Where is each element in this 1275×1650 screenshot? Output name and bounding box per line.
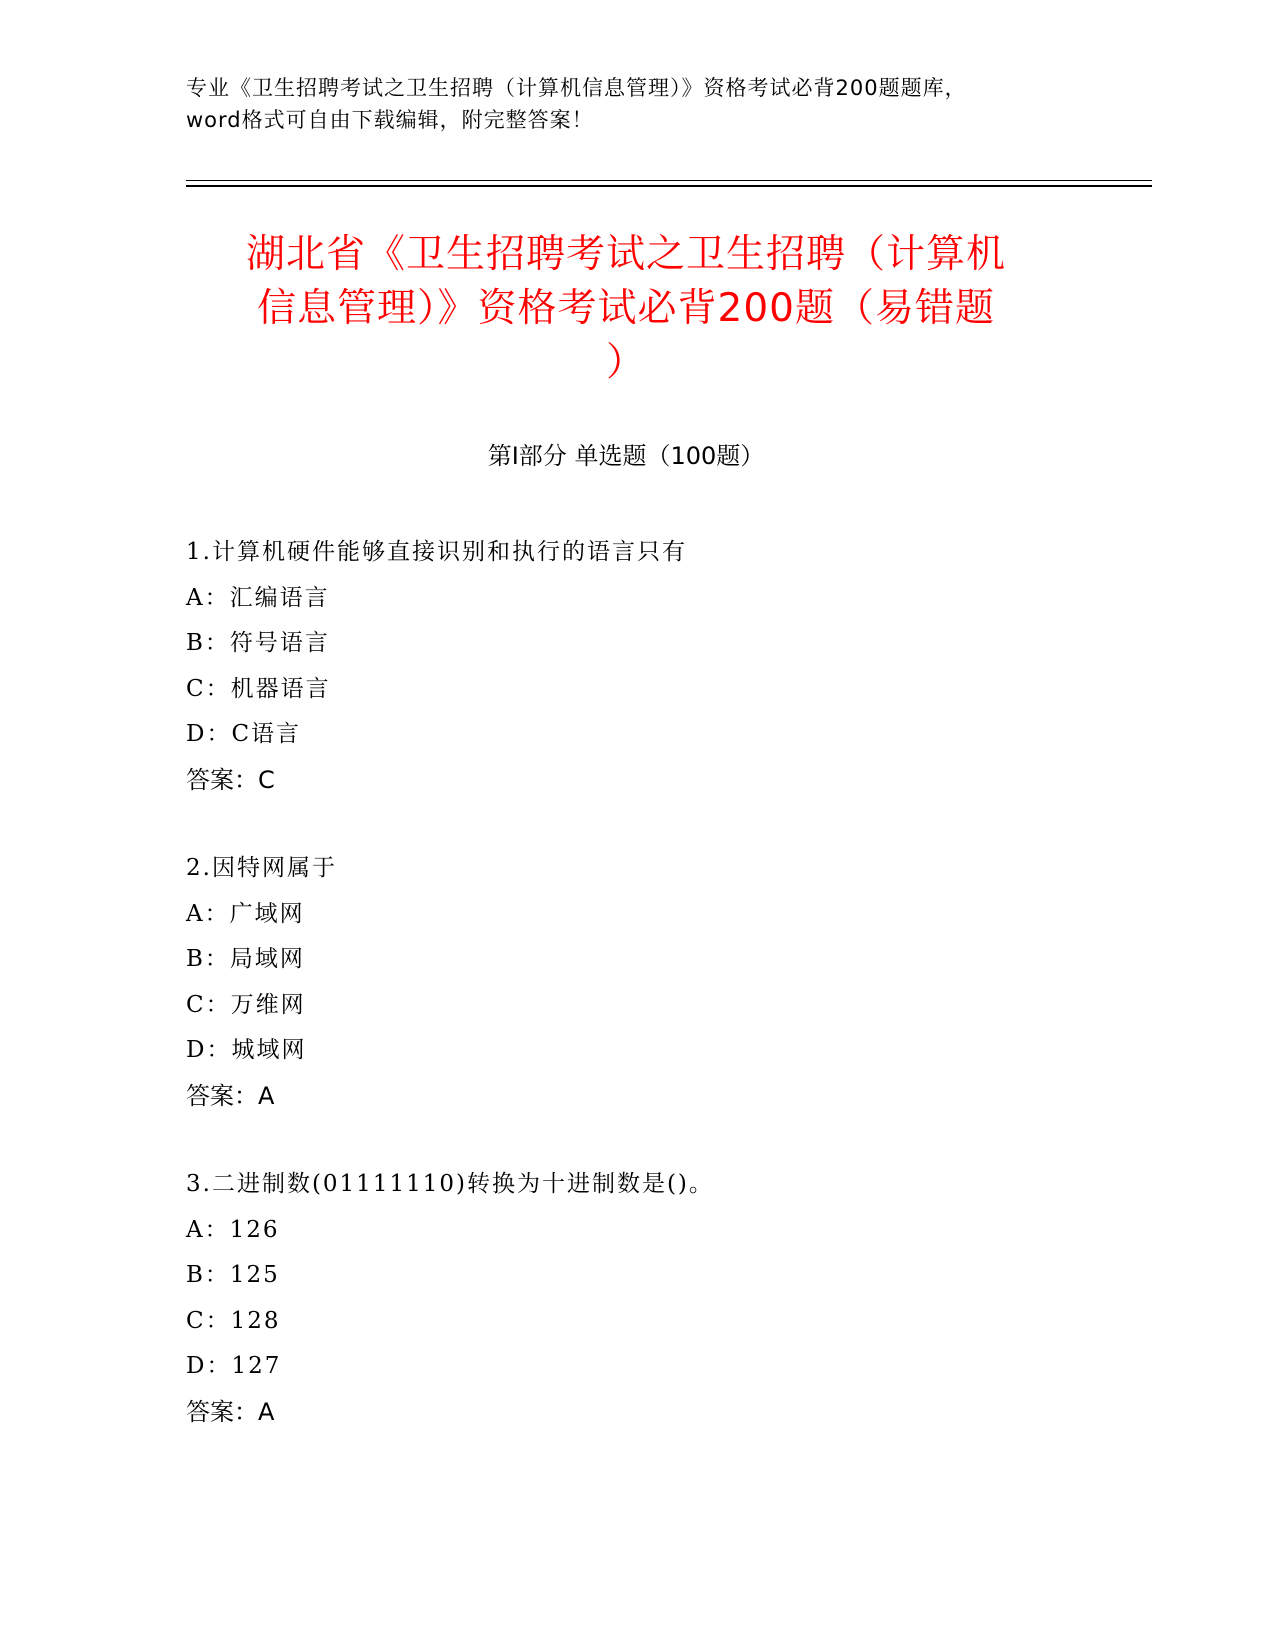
- title-line: ）: [605, 340, 646, 385]
- question-answer: 答案：A: [186, 1397, 275, 1426]
- section-heading: 第Ⅰ部分 单选题（100题）: [487, 442, 765, 470]
- option-b: B：125: [186, 1262, 280, 1288]
- option-c: C：128: [186, 1307, 281, 1334]
- header-note: [186, 72, 1086, 136]
- option-b: B：符号语言: [186, 630, 330, 656]
- question-stem: 3.二进制数(01111110)转换为十进制数是()。: [186, 1171, 714, 1197]
- question-answer: 答案：A: [186, 1081, 275, 1110]
- question-stem: 2.因特网属于: [186, 855, 337, 881]
- document-title: [186, 228, 1066, 390]
- header-note-line: word格式可自由下载编辑，附完整答案！: [186, 108, 594, 132]
- question-item: [186, 1162, 1086, 1435]
- option-d: D：C语言: [186, 721, 302, 747]
- option-a: A：广域网: [186, 900, 305, 927]
- title-line: 信息管理）》资格考试必背200题（易错题: [257, 286, 995, 331]
- header-divider-thick: [186, 185, 1152, 187]
- header-divider: [186, 180, 1152, 181]
- option-a: A：汇编语言: [186, 584, 330, 611]
- option-d: D：城域网: [186, 1037, 307, 1063]
- option-d: D：127: [186, 1353, 282, 1379]
- question-item: [186, 530, 1086, 803]
- question-stem: 1.计算机硬件能够直接识别和执行的语言只有: [186, 539, 687, 565]
- header-note-line: 专业《卫生招聘考试之卫生招聘（计算机信息管理）》资格考试必背200题题库，: [186, 76, 967, 100]
- title-line: 湖北省《卫生招聘考试之卫生招聘（计算机: [245, 232, 1006, 277]
- question-item: [186, 846, 1086, 1119]
- option-b: B：局域网: [186, 946, 305, 972]
- question-list: [186, 530, 1086, 1435]
- option-c: C：机器语言: [186, 675, 331, 702]
- question-answer: 答案：C: [186, 765, 275, 794]
- option-a: A：126: [186, 1216, 280, 1243]
- option-c: C：万维网: [186, 991, 306, 1018]
